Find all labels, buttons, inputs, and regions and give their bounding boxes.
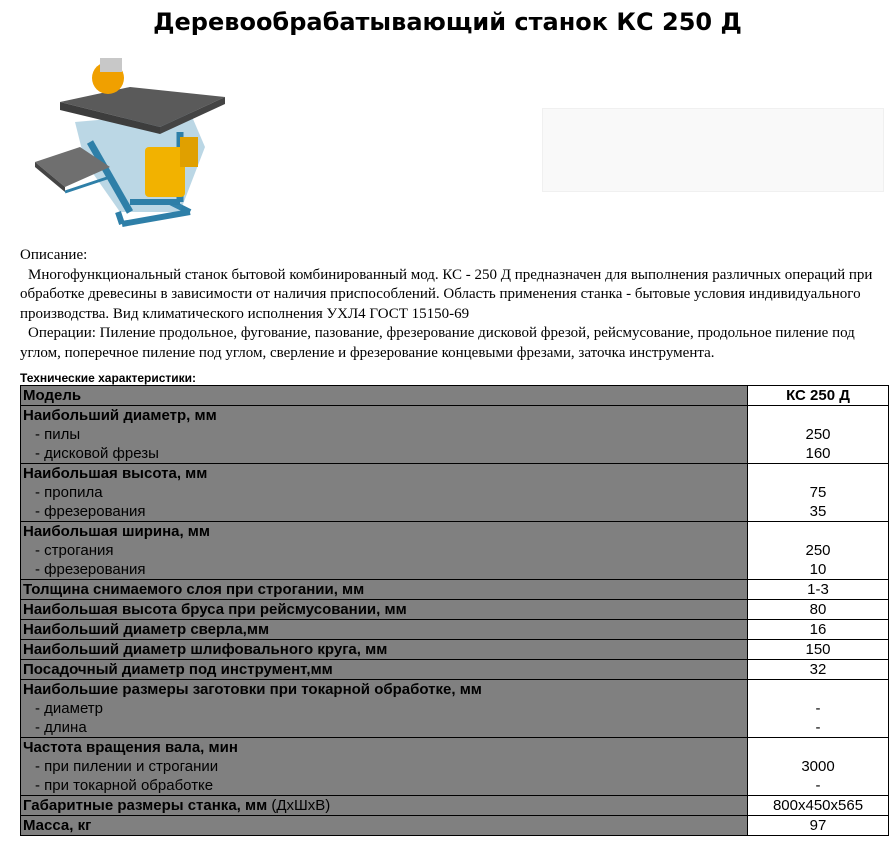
spec-title: Частота вращения вала, мин <box>23 739 238 756</box>
spec-title: Наибольшая ширина, мм <box>23 523 211 540</box>
spec-title: Наибольшие размеры заготовки при токарной обработке, мм <box>23 681 482 698</box>
spec-value: - <box>815 719 821 736</box>
spec-sub-label: - длина <box>35 719 87 736</box>
spec-title: Наибольшая высота бруса при рейсмусовании, мм <box>21 600 748 620</box>
description <box>20 246 890 363</box>
specs-caption: Технические характеристики: <box>20 371 197 385</box>
spec-value-cell <box>748 522 889 580</box>
spec-name-cell <box>21 522 748 580</box>
page-title: Деревообрабатывающий станок КС 250 Д <box>153 8 742 36</box>
spec-sub-label: - дисковой фрезы <box>35 445 159 462</box>
machine-image <box>30 52 230 235</box>
spec-sub-label: - при токарной обработке <box>35 777 214 794</box>
description-paragraph-1: Многофункциональный станок бытовой комбинированный мод. КС - 250 Д предназначен для выполнения различных операций при обработке древесины в зависимости от наличия приспособлений. Область применения станка - бытовые условия индивидуального производства. Вид климатического исполнения УХЛ4 ГОСТ 15150-69 <box>20 266 873 322</box>
table-row <box>21 816 889 836</box>
spec-value: - <box>815 700 821 717</box>
spec-value: 80 <box>748 600 889 620</box>
table-row <box>21 660 889 680</box>
spec-sub-label: - фрезерования <box>35 503 146 520</box>
table-row <box>21 738 889 796</box>
spec-value: 250 <box>805 426 831 443</box>
specs-table <box>20 385 889 836</box>
table-row <box>21 680 889 738</box>
spec-value-cell <box>748 680 889 738</box>
spec-value-cell <box>748 406 889 464</box>
spec-value: 75 <box>809 484 827 501</box>
spec-title: Наибольший диаметр шлифовального круга, мм <box>21 640 748 660</box>
spec-value: 97 <box>748 816 889 836</box>
header-value-cell: КС 250 Д <box>748 386 889 406</box>
specs-header-row <box>21 386 889 406</box>
spec-value: 10 <box>809 561 827 578</box>
spec-sub-label: - строгания <box>35 542 114 559</box>
table-row <box>21 580 889 600</box>
description-paragraph-2: Операции: Пиление продольное, фугование, пазование, фрезерование дисковой фрезой, рейсмусование, продольное пиление под углом, поперечное пиление под углом, сверление и фрезерование концевыми фрезами, заточка инструмента. <box>20 325 855 361</box>
spec-title-suffix: (ДхШхВ) <box>271 797 331 814</box>
spec-title: Наибольший диаметр сверла,мм <box>21 620 748 640</box>
spec-title: Посадочный диаметр под инструмент,мм <box>21 660 748 680</box>
spec-value: 1-3 <box>748 580 889 600</box>
spec-value: 160 <box>805 445 831 462</box>
spec-sub-label: - пилы <box>35 426 81 443</box>
blank-panel <box>542 108 884 192</box>
spec-sub-label: - диаметр <box>35 700 104 717</box>
spec-name-cell <box>21 680 748 738</box>
spec-value: 32 <box>748 660 889 680</box>
spec-value: 250 <box>805 542 831 559</box>
spec-value: 150 <box>748 640 889 660</box>
spec-title: Габаритные размеры станка, мм <box>23 797 268 814</box>
spec-title: Толщина снимаемого слоя при строгании, мм <box>21 580 748 600</box>
spec-sub-label: - пропила <box>35 484 103 501</box>
spec-value: 3000 <box>801 758 835 775</box>
spec-value-cell <box>748 464 889 522</box>
header-name-cell: Модель <box>21 386 748 406</box>
spec-value: - <box>815 777 821 794</box>
table-row <box>21 464 889 522</box>
table-row <box>21 522 889 580</box>
spec-name-cell <box>21 406 748 464</box>
table-row <box>21 796 889 816</box>
spec-name-cell <box>21 796 748 816</box>
spec-sub-label: - при пилении и строгании <box>35 758 219 775</box>
spec-value-cell <box>748 738 889 796</box>
spec-value: 800x450x565 <box>748 796 889 816</box>
spec-name-cell <box>21 464 748 522</box>
table-row <box>21 640 889 660</box>
table-row <box>21 406 889 464</box>
spec-sub-label: - фрезерования <box>35 561 146 578</box>
table-row <box>21 600 889 620</box>
description-heading: Описание: <box>20 247 88 263</box>
spec-title: Наибольшая высота, мм <box>23 465 208 482</box>
spec-value: 35 <box>809 503 827 520</box>
spec-title: Масса, кг <box>21 816 748 836</box>
spec-name-cell <box>21 738 748 796</box>
table-row <box>21 620 889 640</box>
spec-title: Наибольший диаметр, мм <box>23 407 217 424</box>
spec-value: 16 <box>748 620 889 640</box>
